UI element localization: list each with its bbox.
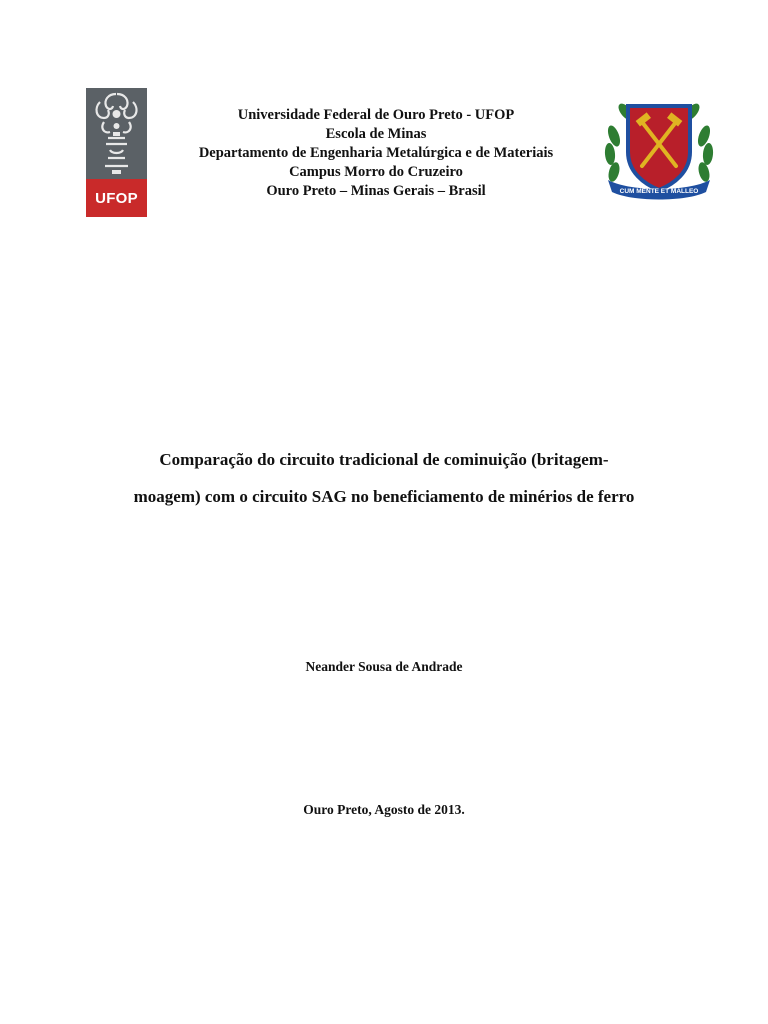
header-location: Ouro Preto – Minas Gerais – Brasil [266, 183, 486, 199]
institution-header [150, 106, 602, 201]
header-university: Universidade Federal de Ouro Preto - UFOP [237, 107, 515, 123]
logo-text: UFOP [95, 189, 138, 207]
header-campus: Campus Morro do Cruzeiro [289, 164, 463, 180]
document-title [80, 441, 688, 515]
logo-band [86, 179, 147, 217]
author-name: Neander Sousa de Andrade [305, 659, 463, 674]
ornament-icon [86, 88, 147, 176]
place-date: Ouro Preto, Agosto de 2013. [303, 802, 465, 817]
ufop-logo [86, 88, 147, 217]
header-department: Departamento de Engenharia Metalúrgica e de Materiais [198, 145, 554, 161]
escola-de-minas-crest [600, 96, 718, 204]
crest-motto: CUM MENTE ET MALLEO [619, 188, 699, 195]
crest-icon [600, 96, 718, 204]
title-line-2: moagem) com o circuito SAG no beneficiamento de minérios de ferro [133, 487, 635, 506]
title-line-1: Comparação do circuito tradicional de cominuição (britagem- [159, 450, 609, 469]
header-school: Escola de Minas [325, 126, 427, 142]
